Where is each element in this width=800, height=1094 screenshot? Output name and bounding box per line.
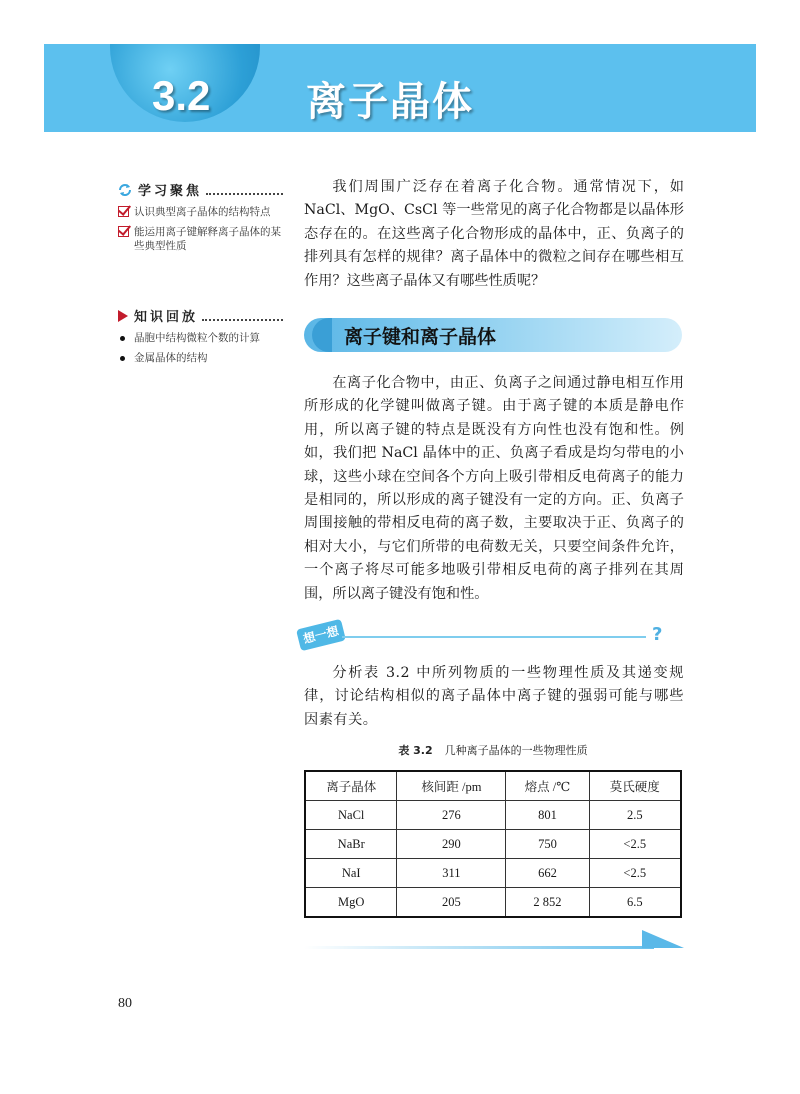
- review-list: [118, 331, 283, 365]
- table-cell: 205: [397, 888, 506, 918]
- think-marker: [298, 624, 684, 650]
- table-caption-label: 表 3.2: [398, 744, 433, 757]
- knowledge-review-heading: [118, 306, 283, 325]
- learning-focus-title: 学习聚焦: [138, 184, 203, 199]
- knowledge-review: [118, 306, 283, 365]
- checkbox-icon: [118, 226, 129, 237]
- refresh-icon: [118, 183, 132, 197]
- focus-list: [118, 205, 283, 253]
- think-line: [342, 636, 646, 638]
- table-header-row: [305, 771, 681, 801]
- column-header: 熔点 /℃: [506, 771, 589, 801]
- page-title: 离子晶体: [306, 79, 474, 125]
- table-cell: MgO: [305, 888, 397, 918]
- bullet-icon: [120, 356, 125, 361]
- table-row: [305, 801, 681, 830]
- column-header: 离子晶体: [305, 771, 397, 801]
- bullet-icon: [120, 336, 125, 341]
- table-caption: [304, 742, 682, 758]
- list-item: [118, 351, 283, 365]
- focus-item-text: 能运用离子键解释离子晶体的某些典型性质: [134, 226, 281, 252]
- section-number: 3.2: [152, 72, 211, 119]
- arrow-icon: [642, 930, 684, 948]
- table-cell: 276: [397, 801, 506, 830]
- table-cell: 6.5: [589, 888, 681, 918]
- properties-table: [304, 770, 682, 918]
- section-heading-bar: [304, 318, 682, 352]
- list-item: [118, 205, 283, 219]
- table-cell: <2.5: [589, 859, 681, 888]
- learning-focus: [118, 180, 283, 253]
- table-cell: NaI: [305, 859, 397, 888]
- table-cell: 290: [397, 830, 506, 859]
- intro-paragraph: 我们周围广泛存在着离子化合物。通常情况下，如 NaCl、MgO、CsCl 等一些常见的离子化合物都是以晶体形态存在的。在这些离子化合物形成的晶体中，正、负离子的排列具有怎样的规律？离子晶体中的微粒之间存在哪些相互作用？这些离子晶体又有哪些性质呢？: [304, 179, 684, 289]
- end-arrow-bar: [304, 930, 682, 950]
- table-cell: 801: [506, 801, 589, 830]
- table-cell: NaCl: [305, 801, 397, 830]
- chapter-banner: [44, 44, 756, 132]
- table-cell: 750: [506, 830, 589, 859]
- dotted-leader: [206, 185, 283, 195]
- table-cell: 311: [397, 859, 506, 888]
- table-cell: 662: [506, 859, 589, 888]
- triangle-icon: [118, 310, 128, 322]
- think-text: 分析表 3.2 中所列物质的一些物理性质及其递变规律，讨论结构相似的离子晶体中离子键的强弱可能与哪些因素有关。: [304, 665, 684, 728]
- table-row: [305, 859, 681, 888]
- checkbox-icon: [118, 206, 129, 217]
- table-cell: <2.5: [589, 830, 681, 859]
- table-cell: 2.5: [589, 801, 681, 830]
- section-body: 在离子化合物中，由正、负离子之间通过静电相互作用所形成的化学键叫做离子键。由于离子键的本质是静电作用，所以离子键的特点是既没有方向性也没有饱和性。例如，我们把 NaCl 晶体中的正、负离子看成是均匀带电的小球，这些小球在空间各个方向上吸引带相反电荷离子的能力是相同的，所以形成的离子键没有一定的方向。正、负离子周围接触的带相反电荷的离子数，主要取决于正、负离子的相对大小，与它们所带的电荷数无关，只要空间条件允许，一个离子将尽可能多地吸引带相反电荷的离子排列在其周围，所以离子键没有饱和性。: [304, 375, 684, 602]
- list-item: [118, 225, 283, 253]
- focus-item-text: 认识典型离子晶体的结构特点: [134, 206, 271, 218]
- dotted-leader: [202, 311, 283, 321]
- table-cell: NaBr: [305, 830, 397, 859]
- review-item-text: 晶胞中结构微粒个数的计算: [134, 332, 260, 344]
- table-cell: 2 852: [506, 888, 589, 918]
- column-header: 核间距 /pm: [397, 771, 506, 801]
- review-item-text: 金属晶体的结构: [134, 352, 208, 364]
- learning-focus-heading: [118, 180, 283, 199]
- end-line: [304, 946, 654, 949]
- table-row: [305, 888, 681, 918]
- list-item: [118, 331, 283, 345]
- knowledge-review-title: 知识回放: [134, 310, 199, 325]
- page-number: 80: [118, 996, 132, 1011]
- question-icon: ?: [652, 624, 663, 645]
- heading-tab: [312, 318, 332, 352]
- column-header: 莫氏硬度: [589, 771, 681, 801]
- think-badge: 想一想: [296, 619, 346, 651]
- section-heading: 离子键和离子晶体: [344, 326, 497, 348]
- table-row: [305, 830, 681, 859]
- table-caption-title: 几种离子晶体的一些物理性质: [444, 744, 588, 757]
